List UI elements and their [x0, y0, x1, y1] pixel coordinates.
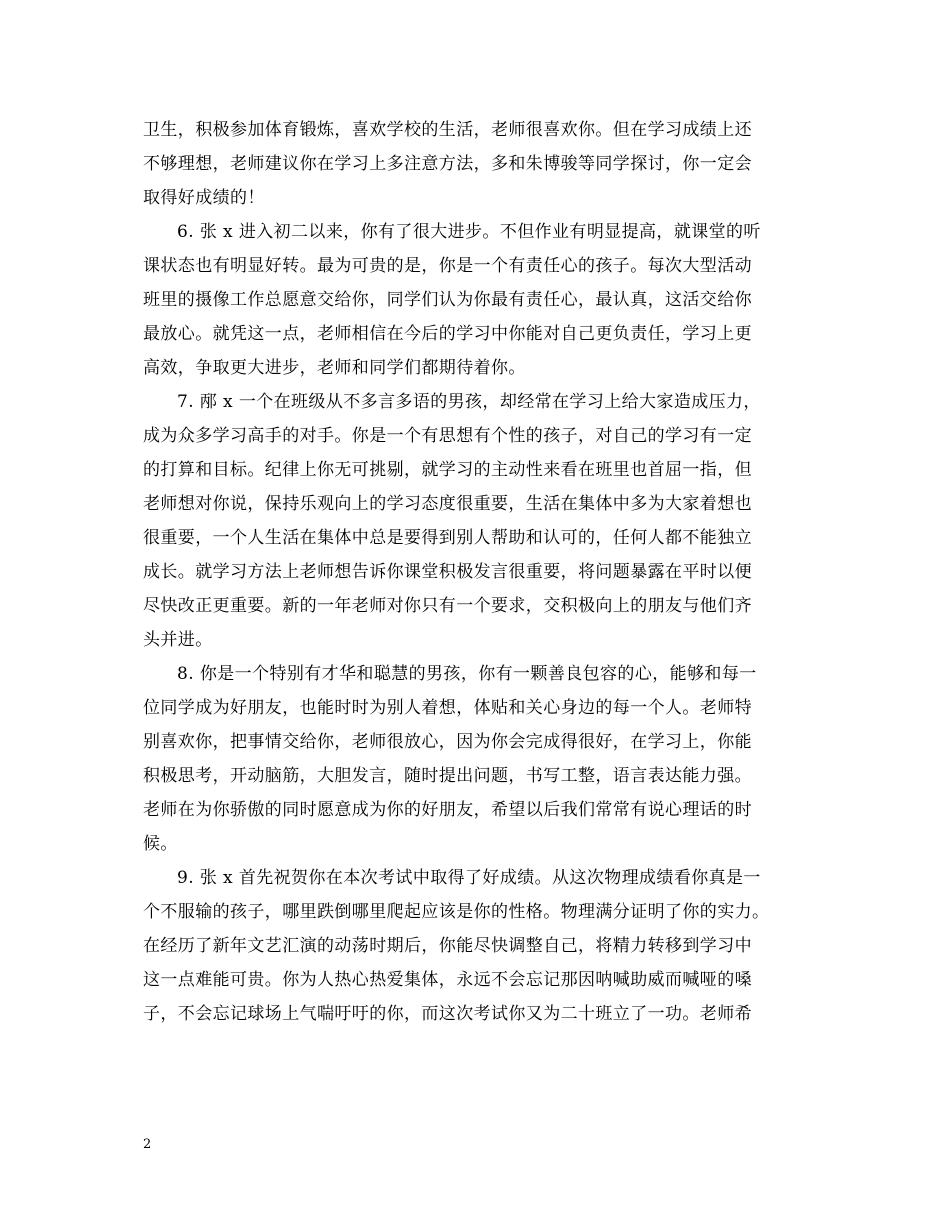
text-line: 尽快改正更重要。新的一年老师对你只有一个要求，交积极向上的朋友与他们齐	[143, 596, 752, 616]
text-line: 卫生，积极参加体育锻炼，喜欢学校的生活，老师很喜欢你。但在学习成绩上还	[143, 120, 752, 140]
text-line: 成长。就学习方法上老师想告诉你课堂积极发言很重要，将问题暴露在平时以便	[143, 562, 752, 582]
text-line: 候。	[143, 834, 178, 854]
text-line: 最放心。就凭这一点，老师相信在今后的学习中你能对自己更负责任，学习上更	[143, 324, 752, 344]
paragraph-8-start: 8. 你是一个特别有才华和聪慧的男孩，你有一颗善良包容的心，能够和每一	[177, 664, 757, 684]
text-line: 子，不会忘记球场上气喘吁吁的你，而这次考试你又为二十班立了一功。老师希	[143, 1004, 752, 1024]
text-line: 在经历了新年文艺汇演的动荡时期后，你能尽快调整自己，将精力转移到学习中	[143, 936, 752, 956]
page-number: 2	[143, 1137, 152, 1152]
text-line: 不够理想，老师建议你在学习上多注意方法，多和朱博骏等同学探讨，你一定会	[143, 154, 752, 174]
text-line: 个不服输的孩子，哪里跌倒哪里爬起应该是你的性格。物理满分证明了你的实力。	[143, 902, 770, 922]
text-line: 别喜欢你，把事情交给你，老师很放心，因为你会完成得很好，在学习上，你能	[143, 732, 752, 752]
paragraph-6-start: 6. 张 x 进入初二以来，你有了很大进步。不但作业有明显提高，就课堂的听	[177, 222, 761, 242]
text-line: 成为众多学习高手的对手。你是一个有思想有个性的孩子，对自己的学习有一定	[143, 426, 752, 446]
text-line: 课状态也有明显好转。最为可贵的是，你是一个有责任心的孩子。每次大型活动	[143, 256, 752, 276]
text-line: 班里的摄像工作总愿意交给你，同学们认为你最有责任心，最认真，这活交给你	[143, 290, 752, 310]
text-line: 位同学成为好朋友，也能时时为别人着想，体贴和关心身边的每一个人。老师特	[143, 698, 752, 718]
paragraph-7-start: 7. 邴 x 一个在班级从不多言多语的男孩，却经常在学习上给大家造成压力，	[177, 392, 761, 412]
text-line: 高效，争取更大进步，老师和同学们都期待着你。	[143, 358, 526, 378]
text-line: 的打算和目标。纪律上你无可挑剔，就学习的主动性来看在班里也首屈一指，但	[143, 460, 752, 480]
text-line: 老师想对你说，保持乐观向上的学习态度很重要，生活在集体中多为大家着想也	[143, 494, 752, 514]
text-line: 很重要，一个人生活在集体中总是要得到别人帮助和认可的，任何人都不能独立	[143, 528, 752, 548]
text-line: 积极思考，开动脑筋，大胆发言，随时提出问题，书写工整，语言表达能力强。	[143, 766, 752, 786]
body-text	[143, 113, 823, 1031]
text-line: 老师在为你骄傲的同时愿意成为你的好朋友，希望以后我们常常有说心理话的时	[143, 800, 752, 820]
text-line: 取得好成绩的！	[143, 188, 265, 208]
text-line: 头并进。	[143, 630, 213, 650]
paragraph-9-start: 9. 张 x 首先祝贺你在本次考试中取得了好成绩。从这次物理成绩看你真是一	[177, 868, 761, 888]
text-line: 这一点难能可贵。你为人热心热爱集体，永远不会忘记那因呐喊助威而喊哑的嗓	[143, 970, 752, 990]
